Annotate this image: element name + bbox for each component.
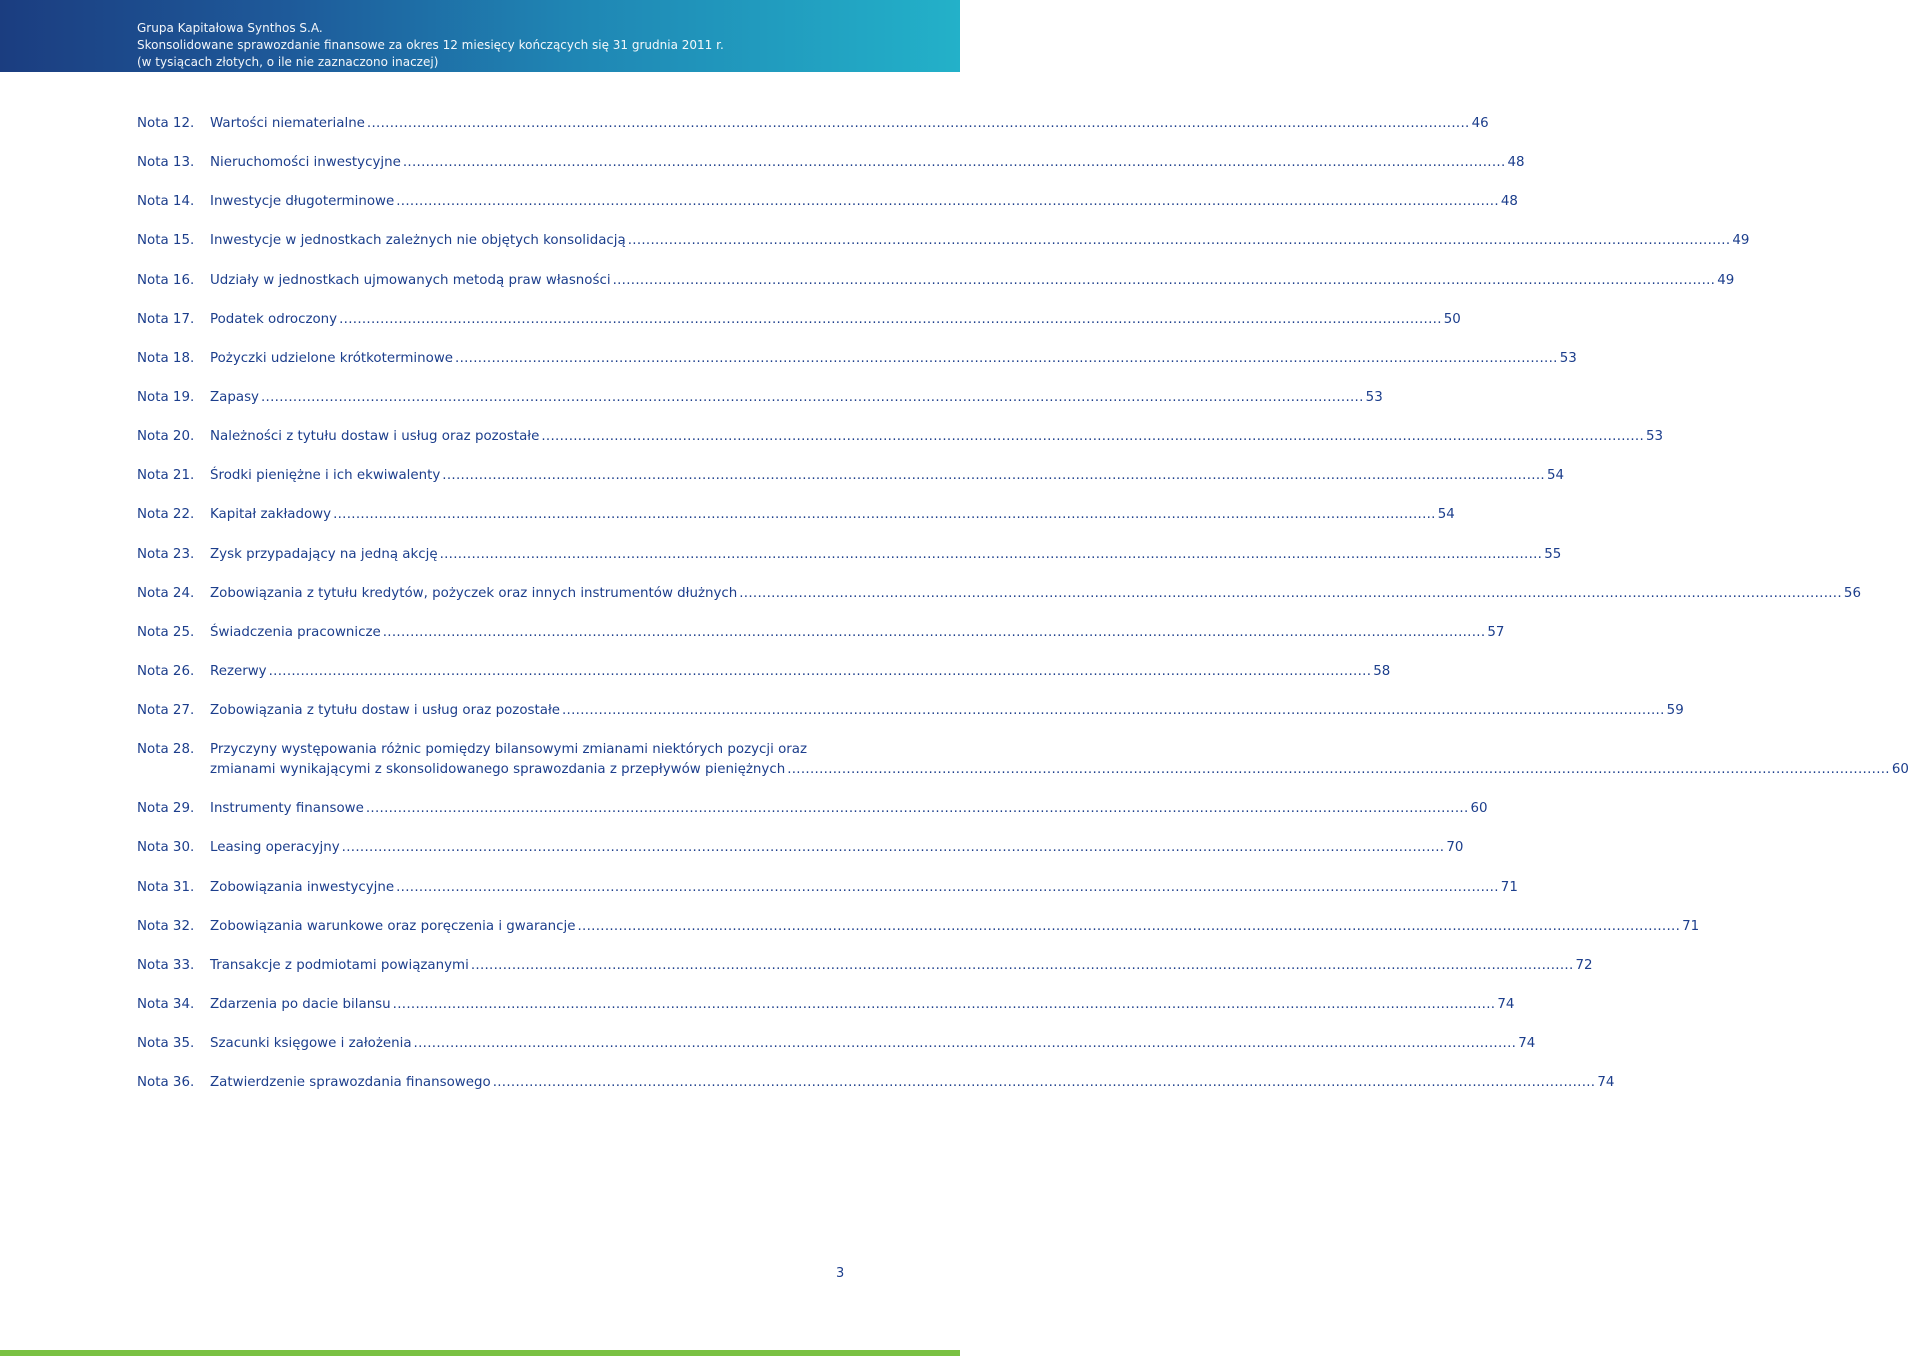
toc-page-number: 58 (1373, 663, 1391, 679)
toc-entry (210, 701, 1684, 721)
toc-title: zmianami wynikającymi z skonsolidowanego sprawozdania z przepływów pieniężnych (210, 762, 786, 778)
dot-leader (455, 349, 1558, 369)
toc-row[interactable] (137, 1073, 1615, 1112)
toc-row[interactable] (137, 192, 1518, 231)
toc-title: Pożyczki udzielone krótkoterminowe (210, 350, 454, 366)
dot-leader (613, 271, 1716, 291)
toc-entry (210, 231, 1749, 251)
toc-line (210, 310, 1461, 330)
toc-title: Zapasy (210, 389, 259, 405)
toc-entry (210, 427, 1663, 447)
toc-page-number: 53 (1559, 350, 1577, 366)
toc-page-number: 49 (1717, 272, 1735, 288)
dot-leader (403, 153, 1506, 173)
toc-line (210, 623, 1504, 643)
toc-page-number: 60 (1891, 762, 1909, 778)
toc-note-number: Nota 29. (137, 801, 195, 817)
toc-note-number: Nota 21. (137, 468, 195, 484)
toc-page-number: 50 (1443, 311, 1461, 327)
toc-line (210, 838, 1463, 858)
toc-row[interactable] (137, 310, 1461, 349)
toc-entry (210, 917, 1699, 937)
toc-title: Udziały w jednostkach ujmowanych metodą praw własności (210, 272, 611, 288)
toc-title: Zobowiązania warunkowe oraz poręczenia i gwarancje (210, 918, 576, 934)
toc-line (210, 114, 1489, 134)
dot-leader (787, 760, 1890, 780)
toc-note-number: Nota 19. (137, 389, 195, 405)
toc-note-number: Nota 36. (137, 1075, 195, 1091)
toc-row[interactable] (137, 917, 1700, 956)
dot-leader (562, 701, 1665, 721)
dot-leader (339, 310, 1442, 330)
toc-note-number: Nota 30. (137, 840, 195, 856)
toc-entry (210, 505, 1455, 525)
header-text (137, 20, 724, 71)
toc-line (210, 545, 1561, 565)
page-number: 3 (836, 1266, 845, 1281)
toc-note-number: Nota 32. (137, 918, 195, 934)
dot-leader (541, 427, 1644, 447)
toc-page-number: 71 (1500, 879, 1518, 895)
toc-row[interactable] (137, 623, 1505, 662)
toc-row[interactable] (137, 271, 1735, 310)
dot-leader (261, 388, 1364, 408)
dot-leader (396, 192, 1499, 212)
toc-line (210, 1073, 1614, 1093)
toc-row[interactable] (137, 388, 1383, 427)
toc-note-number: Nota 12. (137, 116, 195, 131)
dot-leader (440, 545, 1543, 565)
toc-title-line1: Przyczyny występowania różnic pomiędzy bilansowymi zmianami niektórych pozycji oraz (210, 742, 808, 758)
toc-note-number: Nota 18. (137, 350, 195, 366)
toc-line (210, 799, 1488, 819)
toc-line (210, 466, 1564, 486)
toc-page-number: 72 (1575, 957, 1593, 973)
toc-page-number: 57 (1487, 624, 1505, 640)
dot-leader (628, 231, 1731, 251)
currency-note: (w tysiącach złotych, o ile nie zaznaczono inaczej) (137, 55, 439, 69)
company-name: Grupa Kapitałowa Synthos S.A. (137, 21, 323, 35)
dot-leader (366, 799, 1469, 819)
toc-entry (210, 838, 1463, 858)
toc-note-number: Nota 34. (137, 996, 195, 1012)
toc-entry (210, 662, 1390, 682)
toc-row[interactable] (137, 740, 1909, 799)
toc-line (210, 153, 1525, 173)
toc-note-number: Nota 35. (137, 1036, 195, 1052)
toc-entry (210, 995, 1514, 1015)
toc-line (210, 917, 1699, 937)
toc-line (210, 349, 1577, 369)
toc-title: Inwestycje w jednostkach zależnych nie objętych konsolidacją (210, 233, 626, 249)
toc-title: Wartości niematerialne (210, 116, 365, 131)
toc-row[interactable] (137, 701, 1684, 740)
toc-line (210, 192, 1518, 212)
toc-entry (210, 956, 1593, 976)
toc-entry (210, 153, 1525, 173)
toc-page-number: 70 (1446, 840, 1464, 856)
dot-leader (396, 878, 1499, 898)
toc-title: Inwestycje długoterminowe (210, 194, 395, 210)
toc-note-number: Nota 13. (137, 155, 195, 171)
toc-title: Zobowiązania inwestycyjne (210, 879, 395, 895)
toc-note-number: Nota 14. (137, 194, 195, 210)
toc-page-number: 53 (1646, 429, 1664, 445)
toc-entry (210, 388, 1383, 408)
dot-leader (342, 838, 1445, 858)
toc-title: Podatek odroczony (210, 311, 338, 327)
toc-page-number: 46 (1471, 116, 1489, 131)
toc-title: Leasing operacyjny (210, 840, 340, 856)
toc-title: Świadczenia pracownicze (210, 624, 381, 640)
report-title: Skonsolidowane sprawozdanie finansowe za okres 12 miesięcy kończących się 31 grudnia 2011 r. (137, 38, 724, 52)
footer-bar (0, 1350, 960, 1356)
toc-page-number: 54 (1546, 468, 1565, 484)
toc-row[interactable] (137, 505, 1455, 544)
toc-note-number: Nota 25. (137, 624, 195, 640)
dot-leader (577, 917, 1680, 937)
toc-page-number: 71 (1682, 918, 1700, 934)
toc-row[interactable] (137, 231, 1750, 270)
toc-title: Zobowiązania z tytułu kredytów, pożyczek oraz innych instrumentów dłużnych (210, 585, 738, 601)
toc-note-number: Nota 27. (137, 703, 195, 719)
toc-note-number: Nota 28. (137, 742, 195, 758)
toc-title: Zysk przypadający na jedną akcję (210, 546, 438, 562)
toc-line (210, 427, 1663, 447)
toc-line (210, 584, 1861, 604)
toc-title: Należności z tytułu dostaw i usług oraz pozostałe (210, 429, 540, 445)
toc-title: Kapitał zakładowy (210, 507, 332, 523)
toc-page-number: 55 (1544, 546, 1562, 562)
toc-line (210, 760, 1909, 780)
toc-entry (210, 545, 1561, 565)
toc-row[interactable] (137, 545, 1562, 584)
toc-entry (210, 740, 1909, 780)
toc-entry (210, 799, 1488, 819)
toc-line (210, 505, 1455, 525)
toc-line (210, 388, 1383, 408)
toc-row[interactable] (137, 662, 1391, 701)
dot-leader (739, 584, 1842, 604)
toc-title: Transakcje z podmiotami powiązanymi (210, 957, 469, 973)
toc-row[interactable] (137, 584, 1861, 623)
dot-leader (414, 1034, 1517, 1054)
toc-line (210, 271, 1734, 291)
toc-note-number: Nota 17. (137, 311, 195, 327)
toc-note-number: Nota 33. (137, 957, 195, 973)
toc-entry (210, 1034, 1535, 1054)
toc-note-number: Nota 15. (137, 233, 195, 249)
toc-line (210, 878, 1518, 898)
toc-page-number: 74 (1518, 1036, 1536, 1052)
toc-note-number: Nota 31. (137, 879, 195, 895)
toc-line (210, 995, 1514, 1015)
toc-row[interactable] (137, 349, 1577, 388)
dot-leader (367, 114, 1470, 134)
toc-line (210, 701, 1684, 721)
toc-entry (210, 192, 1518, 212)
dot-leader (269, 662, 1372, 682)
dot-leader (333, 505, 1436, 525)
dot-leader (442, 466, 1545, 486)
dot-leader (493, 1073, 1596, 1093)
toc-entry (210, 584, 1861, 604)
toc-title: Zatwierdzenie sprawozdania finansowego (210, 1075, 491, 1091)
toc-row[interactable] (137, 838, 1464, 877)
toc-row[interactable] (137, 153, 1525, 192)
toc-page-number: 74 (1597, 1075, 1615, 1091)
toc-entry (210, 878, 1518, 898)
toc-note-number: Nota 22. (137, 507, 195, 523)
toc-row[interactable] (137, 427, 1664, 466)
toc-title: Instrumenty finansowe (210, 801, 364, 817)
toc-entry (210, 466, 1564, 486)
toc-entry (210, 1073, 1614, 1093)
dot-leader (393, 995, 1496, 1015)
toc-page-number: 49 (1732, 233, 1750, 249)
toc-row[interactable] (137, 1034, 1536, 1073)
toc-page-number: 53 (1365, 389, 1383, 405)
toc-page-number: 74 (1497, 996, 1515, 1012)
toc-page-number: 60 (1470, 801, 1488, 817)
toc-line (210, 662, 1390, 682)
toc-entry (210, 623, 1504, 643)
toc-row[interactable] (137, 956, 1593, 995)
toc-title: Zobowiązania z tytułu dostaw i usług oraz pozostałe (210, 703, 560, 719)
dot-leader (471, 956, 1574, 976)
toc-note-number: Nota 23. (137, 546, 195, 562)
toc-row[interactable] (137, 799, 1488, 838)
toc-entry (210, 349, 1577, 369)
toc-line (210, 1034, 1535, 1054)
toc-title: Zdarzenia po dacie bilansu (210, 996, 391, 1012)
toc-line (210, 956, 1593, 976)
toc-title: Środki pieniężne i ich ekwiwalenty (210, 468, 441, 484)
toc-note-number: Nota 26. (137, 663, 195, 679)
toc-row[interactable] (137, 466, 1565, 505)
toc-title: Nieruchomości inwestycyjne (210, 155, 401, 171)
toc-title: Szacunki księgowe i założenia (210, 1036, 412, 1052)
toc-entry (210, 271, 1734, 291)
toc-note-number: Nota 16. (137, 272, 195, 288)
toc-entry (210, 114, 1489, 134)
table-of-contents (137, 114, 1909, 1112)
page-header (0, 0, 960, 72)
toc-page-number: 59 (1666, 703, 1684, 719)
toc-row[interactable] (137, 878, 1518, 917)
toc-row[interactable] (137, 995, 1515, 1034)
toc-row[interactable] (137, 114, 1489, 153)
dot-leader (383, 623, 1486, 643)
toc-page-number: 48 (1507, 155, 1525, 171)
toc-entry (210, 310, 1461, 330)
toc-title: Rezerwy (210, 663, 267, 679)
toc-page-number: 48 (1500, 194, 1518, 210)
toc-line (210, 231, 1749, 251)
toc-page-number: 54 (1437, 507, 1455, 523)
toc-note-number: Nota 24. (137, 585, 195, 601)
toc-page-number: 56 (1843, 585, 1861, 601)
toc-note-number: Nota 20. (137, 429, 195, 445)
